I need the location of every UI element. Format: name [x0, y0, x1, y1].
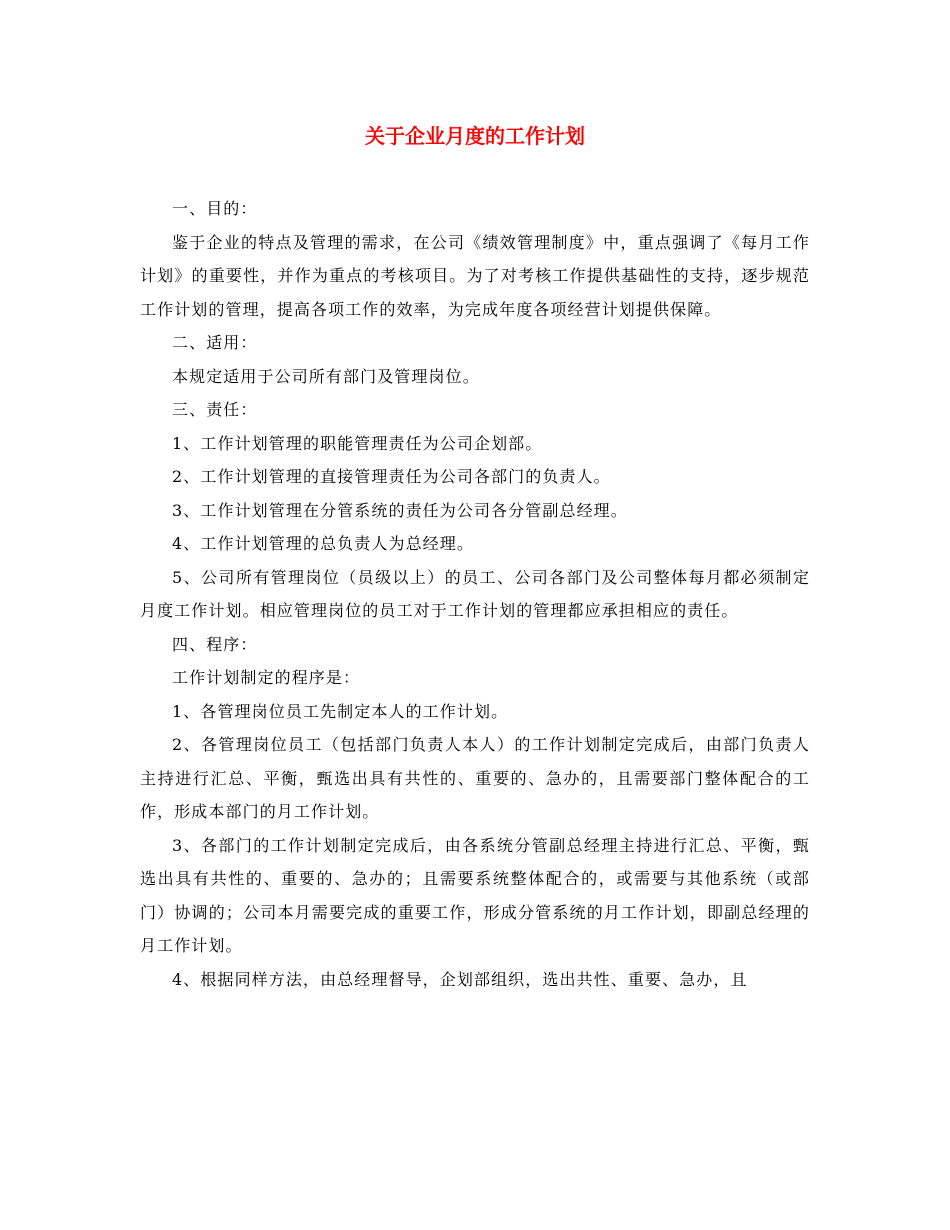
scope-paragraph: 本规定适用于公司所有部门及管理岗位。 [172, 366, 480, 386]
section-heading-procedure: 四、程序： [172, 634, 258, 654]
responsibility-item: 3、工作计划管理在分管系统的责任为公司各分管副总经理。 [172, 500, 628, 520]
procedure-item: 1、各管理岗位员工先制定本人的工作计划。 [172, 701, 509, 721]
procedure-item: 4、根据同样方法，由总经理督导，企划部组织，选出共性、重要、急办，且 [172, 969, 748, 989]
purpose-paragraph: 鉴于企业的特点及管理的需求，在公司《绩效管理制度》中，重点强调了《每月工作计划》的重要性，并作为重点的考核项目。为了对考核工作提供基础性的支持，逐步规范工作计划的管理，提高各项工作的效率，为完成年度各项经营计划提供保障。 [140, 232, 810, 319]
responsibility-item: 5、公司所有管理岗位（员级以上）的员工、公司各部门及公司整体每月都必须制定月度工作计划。相应管理岗位的员工对于工作计划的管理都应承担相应的责任。 [140, 567, 810, 620]
document-body [140, 192, 810, 996]
section-heading-purpose: 一、目的： [172, 199, 258, 218]
responsibility-item: 4、工作计划管理的总负责人为总经理。 [172, 534, 474, 553]
section-heading-responsibility: 三、责任： [172, 400, 258, 419]
responsibility-item: 1、工作计划管理的职能管理责任为公司企划部。 [172, 433, 543, 453]
document-title: 关于企业月度的工作计划 [365, 124, 585, 148]
procedure-intro: 工作计划制定的程序是： [172, 668, 361, 687]
procedure-item: 3、各部门的工作计划制定完成后，由各系统分管副总经理主持进行汇总、平衡，甄选出具有共性的、重要的、急办的；且需要系统整体配合的，或需要与其他系统（或部门）协调的；公司本月需要完成的重要工作，形成分管系统的月工作计划，即副总经理的月工作计划。 [140, 835, 810, 955]
section-heading-scope: 二、适用： [172, 333, 258, 352]
responsibility-item: 2、工作计划管理的直接管理责任为公司各部门的负责人。 [172, 467, 611, 486]
procedure-item: 2、各管理岗位员工（包括部门负责人本人）的工作计划制定完成后，由部门负责人主持进行汇总、平衡，甄选出具有共性的、重要的、急办的，且需要部门整体配合的工作，形成本部门的月工作计划。 [140, 735, 810, 821]
